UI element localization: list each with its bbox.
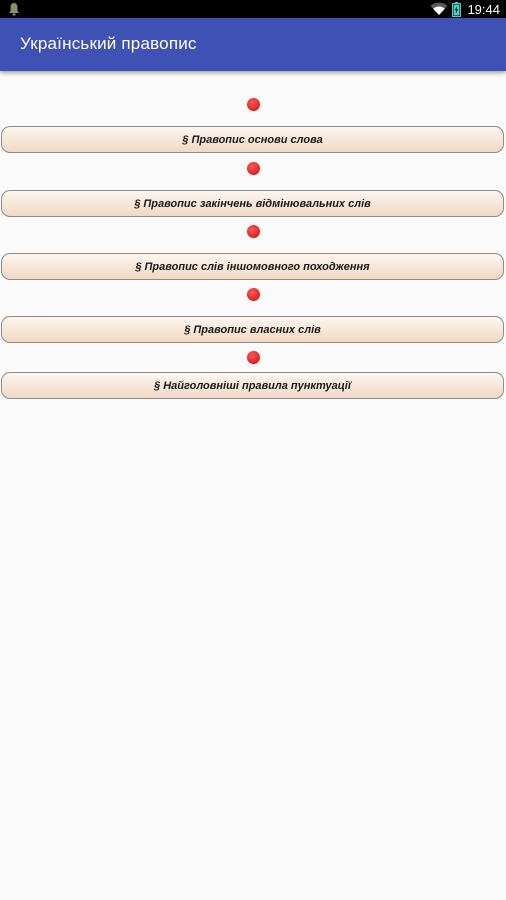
bullet-dot [247, 288, 260, 301]
bullet-dot [247, 351, 260, 364]
bullet-dot [247, 98, 260, 111]
menu-item-foreign-words-spelling[interactable]: § Правопис слів іншомовного походження [1, 253, 504, 280]
notification-icon [8, 2, 20, 16]
status-bar [0, 0, 506, 18]
menu-item-punctuation-rules[interactable]: § Найголовніші правила пунктуації [1, 372, 504, 399]
app-bar [0, 18, 506, 71]
wifi-icon [430, 2, 448, 16]
menu-item-word-stem-spelling[interactable]: § Правопис основи слова [1, 126, 504, 153]
menu-item-proper-names-spelling[interactable]: § Правопис власних слів [1, 316, 504, 343]
status-time: 19:44 [467, 1, 500, 17]
battery-icon [452, 2, 461, 17]
bullet-dot [247, 162, 260, 175]
app-title: Український правопис [20, 34, 197, 53]
menu-item-inflected-endings-spelling[interactable]: § Правопис закінчень відмінювальних слів [1, 190, 504, 217]
bullet-dot [247, 225, 260, 238]
